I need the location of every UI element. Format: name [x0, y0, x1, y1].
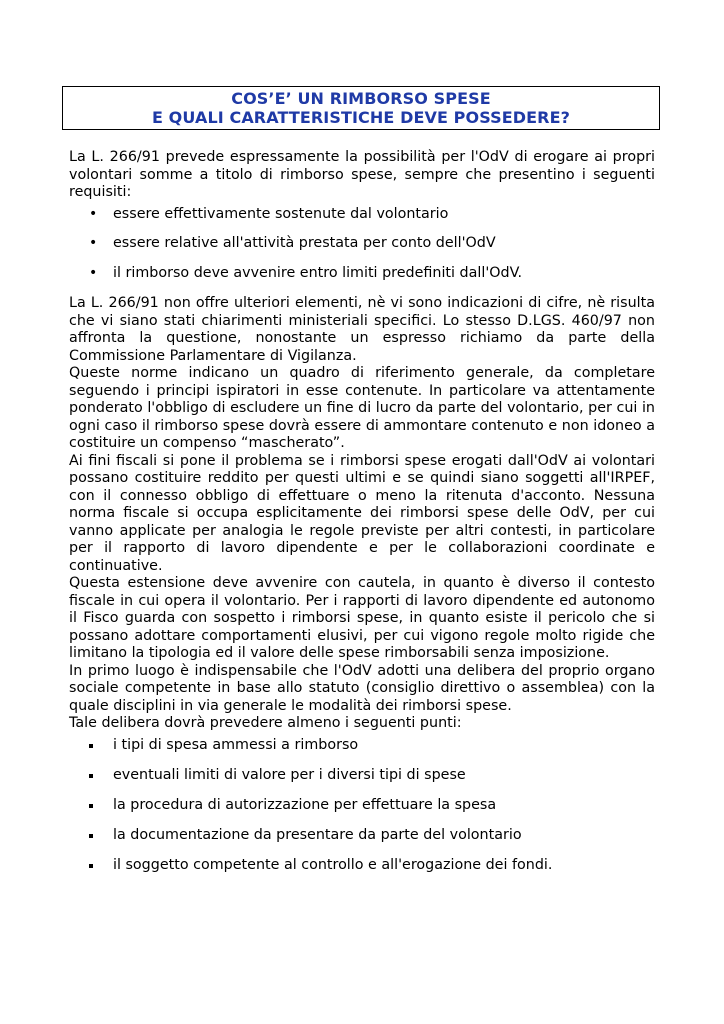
square-bullet-icon: [89, 774, 93, 778]
title-line-1: COS’E’ UN RIMBORSO SPESE: [231, 89, 491, 108]
list-item: [69, 265, 655, 283]
delibera-point-text: il soggetto competente al controllo e all'erogazione dei fondi.: [113, 856, 553, 873]
delibera-intro: Tale delibera dovrà prevedere almeno i seguenti punti:: [69, 715, 462, 731]
requirement-text: essere effettivamente sostenute dal volontario: [113, 205, 449, 222]
list-item: [69, 767, 655, 785]
requirements-list: [69, 206, 655, 283]
title-box: [62, 86, 660, 130]
list-item: [69, 827, 655, 845]
square-bullet-icon: [89, 864, 93, 868]
square-bullet-icon: [89, 744, 93, 748]
bullet-icon: •: [89, 205, 98, 222]
delibera-point-text: la documentazione da presentare da parte del volontario: [113, 826, 522, 843]
paragraph-fiscal-issue: Ai fini fiscali si pone il problema se i rimborsi spese erogati dall'OdV ai volontari possano costituire reddito per questi ultimi e se quindi siano soggetti all'IRPEF, con il connesso obbligo di effettuare o meno la ritenuta d'acconto. Nessuna norma fiscale si occupa esplicitamente dei rimborsi spese delle OdV, per cui vanno applicate per analogia le regole previste per altri contesti, in particolare per il rapporto di lavoro dipendente e per le collaborazioni coordinate e continuative.: [69, 452, 655, 574]
delibera-points-list: [69, 737, 655, 875]
delibera-point-text: eventuali limiti di valore per i diversi tipi di spese: [113, 766, 466, 783]
square-bullet-icon: [89, 834, 93, 838]
bullet-icon: •: [89, 264, 98, 281]
delibera-point-text: la procedura di autorizzazione per effettuare la spesa: [113, 796, 497, 813]
paragraph-reference-framework: Queste norme indicano un quadro di riferimento generale, da completare seguendo i principi ispiratori in esse contenute. In particolare va attentamente ponderato l'obbligo di escludere un fine di lucro da parte del volontario, per cui in ogni caso il rimborso spese dovrà essere di ammontare contenuto e non idoneo a costituire un compenso “mascherato”.: [69, 365, 655, 451]
list-item: [69, 857, 655, 875]
delibera-point-text: i tipi di spesa ammessi a rimborso: [113, 736, 359, 753]
paragraph-caution: Questa estensione deve avvenire con cautela, in quanto è diverso il contesto fiscale in cui opera il volontario. Per i rapporti di lavoro dipendente ed autonomo il Fisco guarda con sospetto i rimborsi spese, in quanto esiste il pericolo che si possano adottare comportamenti elusivi, per cui vigono regole molto rigide che limitano la tipologia ed il valore delle spese rimborsabili senza imposizione.: [69, 575, 655, 661]
list-item: [69, 737, 655, 755]
document-body: [69, 149, 655, 887]
bullet-icon: •: [89, 235, 98, 251]
paragraph-legal-context: La L. 266/91 non offre ulteriori elementi, nè vi sono indicazioni di cifre, nè risulta che vi siano stati chiarimenti ministeriali specifici. Lo stesso D.LGS. 460/97 non affronta la questione, nonostante un espresso richiamo da parte della Commissione Parlamentare di Vigilanza.: [69, 295, 655, 364]
list-item: [69, 797, 655, 815]
requirement-text: il rimborso deve avvenire entro limiti predefiniti dall'OdV.: [113, 264, 523, 281]
paragraph-delibera: In primo luogo è indispensabile che l'OdV adotti una delibera del proprio organo sociale competente in base allo statuto (consiglio direttivo o assemblea) con la quale disciplini in via generale le modalità dei rimborsi spese.: [69, 662, 655, 714]
square-bullet-icon: [89, 804, 93, 808]
list-item: [69, 235, 655, 253]
list-item: [69, 206, 655, 224]
title-line-2: E QUALI CARATTERISTICHE DEVE POSSEDERE?: [151, 108, 571, 127]
intro-paragraph: La L. 266/91 prevede espressamente la possibilità per l'OdV di erogare ai propri volontari somme a titolo di rimborso spese, sempre che presentino i seguenti requisiti:: [69, 149, 655, 200]
requirement-text: essere relative all'attività prestata per conto dell'OdV: [113, 235, 496, 251]
